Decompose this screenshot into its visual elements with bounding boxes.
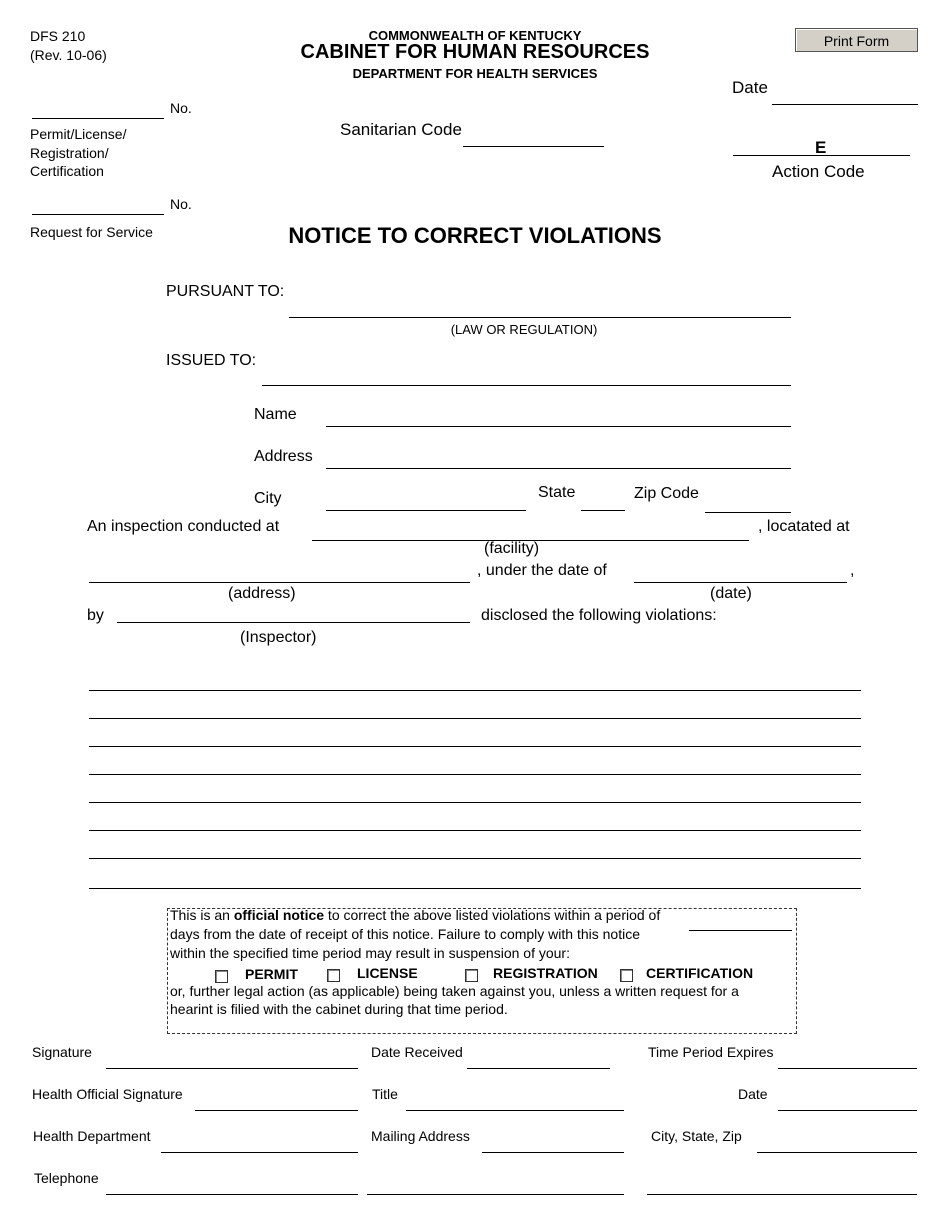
- facility-caption: (facility): [484, 540, 540, 557]
- issued-to-field[interactable]: [262, 385, 791, 386]
- request-for-service-label: Request for Service: [30, 224, 153, 240]
- health-official-signature-field[interactable]: [195, 1110, 358, 1111]
- signature-field[interactable]: [106, 1068, 358, 1069]
- address-label: Address: [254, 448, 313, 465]
- inspector-field[interactable]: [117, 622, 470, 623]
- footer-date-label: Date: [738, 1086, 768, 1102]
- permit-no-label: No.: [170, 100, 192, 116]
- date-label: Date: [732, 78, 768, 97]
- under-date-text: , under the date of: [477, 562, 607, 579]
- telephone-label: Telephone: [34, 1170, 99, 1186]
- city-label: City: [254, 490, 282, 507]
- date-caption: (date): [710, 585, 752, 602]
- permit-number-field[interactable]: [32, 118, 164, 119]
- title-label: Title: [372, 1086, 398, 1102]
- pursuant-field[interactable]: [289, 317, 791, 318]
- violation-line[interactable]: [89, 802, 861, 803]
- zip-code-label: Zip Code: [634, 485, 699, 502]
- comma: ,: [850, 562, 855, 579]
- zip-code-field[interactable]: [705, 512, 791, 513]
- date-received-field[interactable]: [467, 1068, 610, 1069]
- notice-line-1: This is an official notice to correct the above listed violations within a period of: [170, 907, 661, 923]
- title-field[interactable]: [406, 1110, 624, 1111]
- date-received-label: Date Received: [371, 1044, 463, 1060]
- city-state-zip-label: City, State, Zip: [651, 1128, 742, 1144]
- violation-line[interactable]: [89, 888, 861, 889]
- permit-option-label: PERMIT: [245, 966, 298, 982]
- by-label: by: [87, 607, 104, 624]
- health-department-field[interactable]: [161, 1152, 358, 1153]
- form-revision: (Rev. 10-06): [30, 47, 107, 63]
- request-number-field[interactable]: [32, 214, 164, 215]
- city-field[interactable]: [326, 510, 526, 511]
- notice-line-4: or, further legal action (as applicable) being taken against you, unless a written request for a: [170, 983, 739, 999]
- address-caption: (address): [228, 585, 296, 602]
- name-label: Name: [254, 406, 297, 423]
- city-state-zip-field[interactable]: [757, 1152, 917, 1153]
- violation-line[interactable]: [89, 690, 861, 691]
- days-field[interactable]: [689, 930, 792, 931]
- name-field[interactable]: [326, 426, 791, 427]
- state-field[interactable]: [581, 510, 625, 511]
- permit-checkbox[interactable]: [215, 970, 228, 983]
- license-option-label: LICENSE: [357, 965, 418, 981]
- city-state-zip-line-2[interactable]: [647, 1194, 917, 1195]
- violation-line[interactable]: [89, 774, 861, 775]
- permit-label-1: Permit/License/: [30, 126, 127, 142]
- footer-date-field[interactable]: [778, 1110, 917, 1111]
- form-number: DFS 210: [30, 28, 86, 44]
- header-date-field[interactable]: [772, 104, 918, 105]
- health-department-label: Health Department: [33, 1128, 151, 1144]
- registration-checkbox[interactable]: [465, 969, 478, 982]
- sanitarian-code-field[interactable]: [463, 146, 604, 147]
- mailing-address-field[interactable]: [482, 1152, 624, 1153]
- action-code-value: E: [815, 138, 827, 157]
- license-checkbox[interactable]: [327, 969, 340, 982]
- inspection-date-field[interactable]: [634, 582, 847, 583]
- located-suffix: , locatated at: [758, 518, 850, 535]
- state-label: State: [538, 484, 576, 501]
- mailing-address-line-2[interactable]: [367, 1194, 624, 1195]
- certification-option-label: CERTIFICATION: [646, 965, 754, 981]
- signature-label: Signature: [32, 1044, 92, 1060]
- violation-line[interactable]: [89, 830, 861, 831]
- violation-line[interactable]: [89, 746, 861, 747]
- issued-to-label: ISSUED TO:: [166, 352, 257, 369]
- request-no-label: No.: [170, 196, 192, 212]
- action-code-label: Action Code: [772, 162, 865, 181]
- sanitarian-code-label: Sanitarian Code: [340, 120, 462, 139]
- health-official-signature-label: Health Official Signature: [32, 1086, 183, 1102]
- agency-line-1: COMMONWEALTH OF KENTUCKY: [368, 28, 582, 43]
- permit-label-3: Certification: [30, 163, 104, 179]
- notice-line-5: hearint is filied with the cabinet during that time period.: [170, 1001, 508, 1017]
- pursuant-label: PURSUANT TO:: [166, 283, 285, 300]
- time-period-expires-field[interactable]: [778, 1068, 917, 1069]
- address-field[interactable]: [326, 468, 791, 469]
- agency-line-3: DEPARTMENT FOR HEALTH SERVICES: [352, 66, 598, 81]
- notice-line-2: days from the date of receipt of this notice. Failure to comply with this notice: [170, 926, 640, 942]
- law-caption: (LAW OR REGULATION): [450, 322, 598, 337]
- registration-option-label: REGISTRATION: [493, 965, 598, 981]
- inspector-caption: (Inspector): [240, 629, 317, 646]
- notice-line-3: within the specified time period may result in suspension of your:: [170, 945, 570, 961]
- facility-address-field[interactable]: [89, 582, 470, 583]
- permit-label-2: Registration/: [30, 145, 109, 161]
- mailing-address-label: Mailing Address: [371, 1128, 470, 1144]
- print-form-button[interactable]: Print Form: [795, 28, 918, 52]
- disclosed-text: disclosed the following violations:: [481, 607, 717, 624]
- telephone-field[interactable]: [106, 1194, 358, 1195]
- page-title: NOTICE TO CORRECT VIOLATIONS: [288, 223, 662, 248]
- agency-line-2: CABINET FOR HUMAN RESOURCES: [300, 41, 650, 63]
- violation-line[interactable]: [89, 718, 861, 719]
- inspection-prefix: An inspection conducted at: [87, 518, 280, 535]
- violation-line[interactable]: [89, 858, 861, 859]
- time-period-expires-label: Time Period Expires: [648, 1044, 774, 1060]
- certification-checkbox[interactable]: [620, 969, 633, 982]
